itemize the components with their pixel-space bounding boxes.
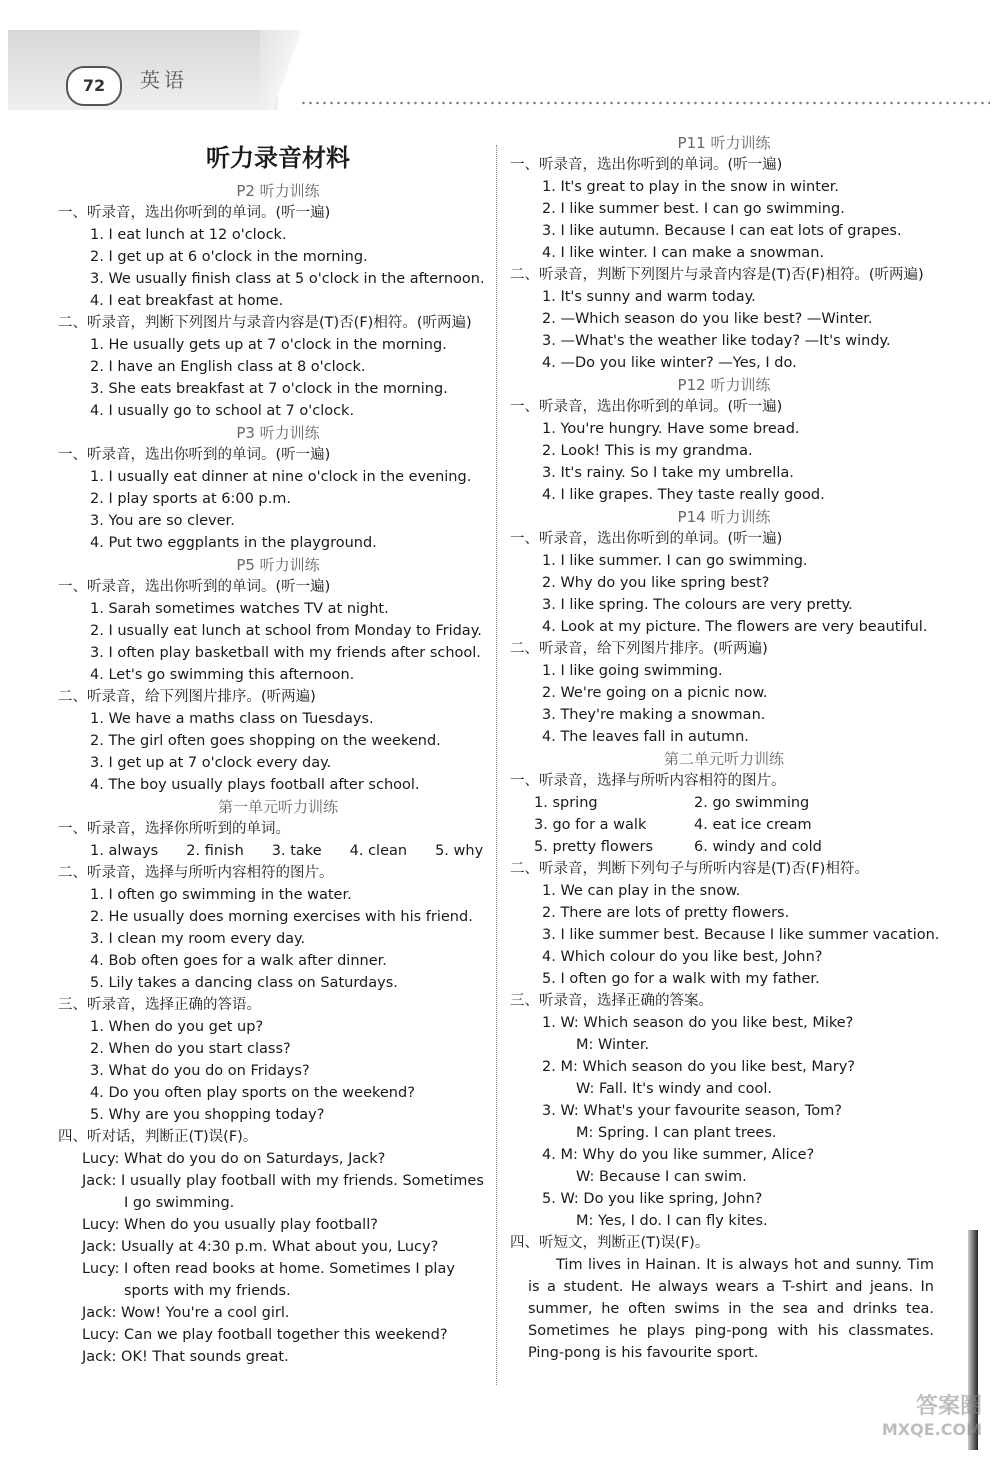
page-number: 72 <box>66 66 122 106</box>
list-item: 2. I usually eat lunch at school from Monday to Friday. <box>90 623 482 639</box>
dialogue-line: Lucy: Can we play football together this weekend? <box>82 1327 448 1343</box>
word-option: 2. finish <box>186 843 244 859</box>
page-title: 听力录音材料 <box>206 144 350 172</box>
list-item: 2. He usually does morning exercises with his friend. <box>90 909 473 925</box>
list-item: 4. I like grapes. They taste really good. <box>542 487 825 503</box>
list-item: 3. I get up at 7 o'clock every day. <box>90 755 332 771</box>
task-instruction: 四、听对话，判断正(T)误(F)。 <box>58 1129 258 1145</box>
dialogue-line: Jack: Usually at 4:30 p.m. What about you, Lucy? <box>82 1239 439 1255</box>
list-item: 1. I like going swimming. <box>542 663 723 679</box>
list-item: 4. The leaves fall in autumn. <box>542 729 749 745</box>
list-item: 4. The boy usually plays football after school. <box>90 777 420 793</box>
list-item: 3. W: What's your favourite season, Tom? <box>542 1103 843 1119</box>
list-item: 2. We're going on a picnic now. <box>542 685 768 701</box>
list-item: 4. M: Why do you like summer, Alice? <box>542 1147 815 1163</box>
list-item: 2. M: Which season do you like best, Mary? <box>542 1059 855 1075</box>
list-item: 3. What do you do on Fridays? <box>90 1063 310 1079</box>
list-item: 1. We have a maths class on Tuesdays. <box>90 711 374 727</box>
picture-option: 4. eat ice cream <box>694 817 812 833</box>
task-instruction: 一、听录音，选择与所听内容相符的图片。 <box>510 773 786 789</box>
list-item: 2. When do you start class? <box>90 1041 291 1057</box>
task-instruction: 二、听录音，判断下列句子与所听内容是(T)否(F)相符。 <box>510 861 869 877</box>
list-item: 2. Why do you like spring best? <box>542 575 770 591</box>
task-instruction: 一、听录音，选择你所听到的单词。 <box>58 821 290 837</box>
list-item: 1. It's great to play in the snow in winter. <box>542 179 840 195</box>
list-item: 3. —What's the weather like today? —It's windy. <box>542 333 891 349</box>
list-item: 4. I eat breakfast at home. <box>90 293 284 309</box>
list-item: 4. Let's go swimming this afternoon. <box>90 667 355 683</box>
task-instruction: 一、听录音，选出你听到的单词。(听一遍) <box>58 447 331 463</box>
option-pair <box>514 814 934 836</box>
task-instruction: 四、听短文，判断正(T)误(F)。 <box>510 1235 710 1251</box>
task-instruction: 一、听录音，选出你听到的单词。(听一遍) <box>510 157 783 173</box>
list-item: 1. You're hungry. Have some bread. <box>542 421 800 437</box>
section-heading: 第二单元听力训练 <box>663 750 784 768</box>
list-item: 1. We can play in the snow. <box>542 883 741 899</box>
dialogue-line: Jack: OK! That sounds great. <box>82 1349 289 1365</box>
section-heading: P3 听力训练 <box>236 424 320 442</box>
list-item: 4. I like winter. I can make a snowman. <box>542 245 825 261</box>
picture-option: 5. pretty flowers <box>534 839 654 855</box>
list-item: 2. I have an English class at 8 o'clock. <box>90 359 366 375</box>
picture-option: 6. windy and cold <box>694 839 822 855</box>
watermark <box>852 1389 982 1459</box>
list-item: 4. I usually go to school at 7 o'clock. <box>90 403 355 419</box>
subject-label: 英语 <box>140 68 188 92</box>
continuation-line: M: Winter. <box>576 1037 650 1053</box>
option-pair <box>514 792 934 814</box>
section-heading: 第一单元听力训练 <box>217 798 338 816</box>
dialogue-line: Jack: Wow! You're a cool girl. <box>82 1305 290 1321</box>
column-divider <box>496 145 497 1385</box>
dialogue-line: Lucy: What do you do on Saturdays, Jack? <box>82 1151 386 1167</box>
list-item: 4. Do you often play sports on the weekend? <box>90 1085 415 1101</box>
task-instruction: 二、听录音，给下列图片排序。(听两遍) <box>58 689 316 705</box>
list-item: 3. It's rainy. So I take my umbrella. <box>542 465 794 481</box>
list-item: 1. I often go swimming in the water. <box>90 887 352 903</box>
passage-text: Tim lives in Hainan. It is always hot and sunny. Tim is a student. He always wears a T-shirt and jeans. In summer, he often swims in the sea and drinks tea. Sometimes he plays ping-pong with his classmates. Ping-pong is his favourite sport. <box>528 1257 934 1361</box>
list-item: 3. I like summer best. Because I like summer vacation. <box>542 927 940 943</box>
section-heading: P2 听力训练 <box>236 182 320 200</box>
picture-option: 1. spring <box>534 795 598 811</box>
word-options <box>62 840 494 862</box>
task-instruction: 三、听录音，选择正确的答语。 <box>58 997 261 1013</box>
list-item: 3. I clean my room every day. <box>90 931 306 947</box>
list-item: 1. I like summer. I can go swimming. <box>542 553 808 569</box>
dialogue-line: Jack: I usually play football with my friends. Sometimes <box>82 1173 484 1189</box>
list-item: 4. —Do you like winter? —Yes, I do. <box>542 355 797 371</box>
watermark-line2: MXQE.COM <box>881 1420 982 1439</box>
word-option: 4. clean <box>349 843 408 859</box>
continuation-line: sports with my friends. <box>124 1283 291 1299</box>
dialogue-line: Lucy: I often read books at home. Sometimes I play <box>82 1261 455 1277</box>
list-item: 3. We usually finish class at 5 o'clock in the afternoon. <box>90 271 485 287</box>
list-item: 1. W: Which season do you like best, Mike? <box>542 1015 854 1031</box>
left-column <box>58 130 494 1368</box>
list-item: 1. I usually eat dinner at nine o'clock in the evening. <box>90 469 472 485</box>
word-option: 1. always <box>90 843 159 859</box>
picture-option: 3. go for a walk <box>534 817 647 833</box>
list-item: 5. Lily takes a dancing class on Saturdays. <box>90 975 398 991</box>
task-instruction: 一、听录音，选出你听到的单词。(听一遍) <box>58 579 331 595</box>
list-item: 4. Which colour do you like best, John? <box>542 949 823 965</box>
continuation-line: M: Yes, I do. I can fly kites. <box>576 1213 768 1229</box>
list-item: 2. I play sports at 6:00 p.m. <box>90 491 291 507</box>
list-item: 4. Bob often goes for a walk after dinner. <box>90 953 387 969</box>
list-item: 4. Look at my picture. The flowers are very beautiful. <box>542 619 928 635</box>
option-pair <box>514 836 934 858</box>
list-item: 3. She eats breakfast at 7 o'clock in the morning. <box>90 381 448 397</box>
header-tab <box>260 30 300 110</box>
list-item: 3. You are so clever. <box>90 513 235 529</box>
list-item: 2. I like summer best. I can go swimming. <box>542 201 845 217</box>
list-item: 1. I eat lunch at 12 o'clock. <box>90 227 287 243</box>
task-instruction: 二、听录音，选择与所听内容相符的图片。 <box>58 865 334 881</box>
section-heading: P11 听力训练 <box>677 134 771 152</box>
list-item: 5. I often go for a walk with my father. <box>542 971 820 987</box>
list-item: 5. Why are you shopping today? <box>90 1107 325 1123</box>
section-heading: P5 听力训练 <box>236 556 320 574</box>
list-item: 3. I often play basketball with my friends after school. <box>90 645 481 661</box>
task-instruction: 一、听录音，选出你听到的单词。(听一遍) <box>58 205 331 221</box>
right-column <box>510 132 940 1364</box>
list-item: 3. They're making a snowman. <box>542 707 766 723</box>
list-item: 1. It's sunny and warm today. <box>542 289 756 305</box>
list-item: 4. Put two eggplants in the playground. <box>90 535 377 551</box>
dialogue-line: Lucy: When do you usually play football? <box>82 1217 378 1233</box>
list-item: 3. I like spring. The colours are very pretty. <box>542 597 853 613</box>
task-instruction: 三、听录音，选择正确的答案。 <box>510 993 713 1009</box>
dotted-rule <box>300 100 990 106</box>
list-item: 2. I get up at 6 o'clock in the morning. <box>90 249 368 265</box>
list-item: 3. I like autumn. Because I can eat lots of grapes. <box>542 223 902 239</box>
list-item: 5. W: Do you like spring, John? <box>542 1191 763 1207</box>
list-item: 1. When do you get up? <box>90 1019 264 1035</box>
task-instruction: 二、听录音，给下列图片排序。(听两遍) <box>510 641 768 657</box>
list-item: 2. Look! This is my grandma. <box>542 443 753 459</box>
list-item: 1. He usually gets up at 7 o'clock in the morning. <box>90 337 447 353</box>
section-heading: P12 听力训练 <box>677 376 771 394</box>
word-option: 5. why <box>435 843 484 859</box>
list-item: 1. Sarah sometimes watches TV at night. <box>90 601 389 617</box>
word-option: 3. take <box>271 843 322 859</box>
list-item: 2. The girl often goes shopping on the weekend. <box>90 733 441 749</box>
list-item: 2. —Which season do you like best? —Winter. <box>542 311 873 327</box>
task-instruction: 一、听录音，选出你听到的单词。(听一遍) <box>510 399 783 415</box>
task-instruction: 一、听录音，选出你听到的单词。(听一遍) <box>510 531 783 547</box>
watermark-line1: 答案圈 <box>915 1394 982 1419</box>
task-instruction: 二、听录音，判断下列图片与录音内容是(T)否(F)相符。(听两遍) <box>510 267 924 283</box>
list-item: 2. There are lots of pretty flowers. <box>542 905 790 921</box>
continuation-line: W: Fall. It's windy and cool. <box>576 1081 772 1097</box>
section-heading: P14 听力训练 <box>677 508 771 526</box>
picture-option: 2. go swimming <box>694 795 810 811</box>
continuation-line: I go swimming. <box>124 1195 235 1211</box>
task-instruction: 二、听录音，判断下列图片与录音内容是(T)否(F)相符。(听两遍) <box>58 315 472 331</box>
continuation-line: M: Spring. I can plant trees. <box>576 1125 777 1141</box>
continuation-line: W: Because I can swim. <box>576 1169 747 1185</box>
